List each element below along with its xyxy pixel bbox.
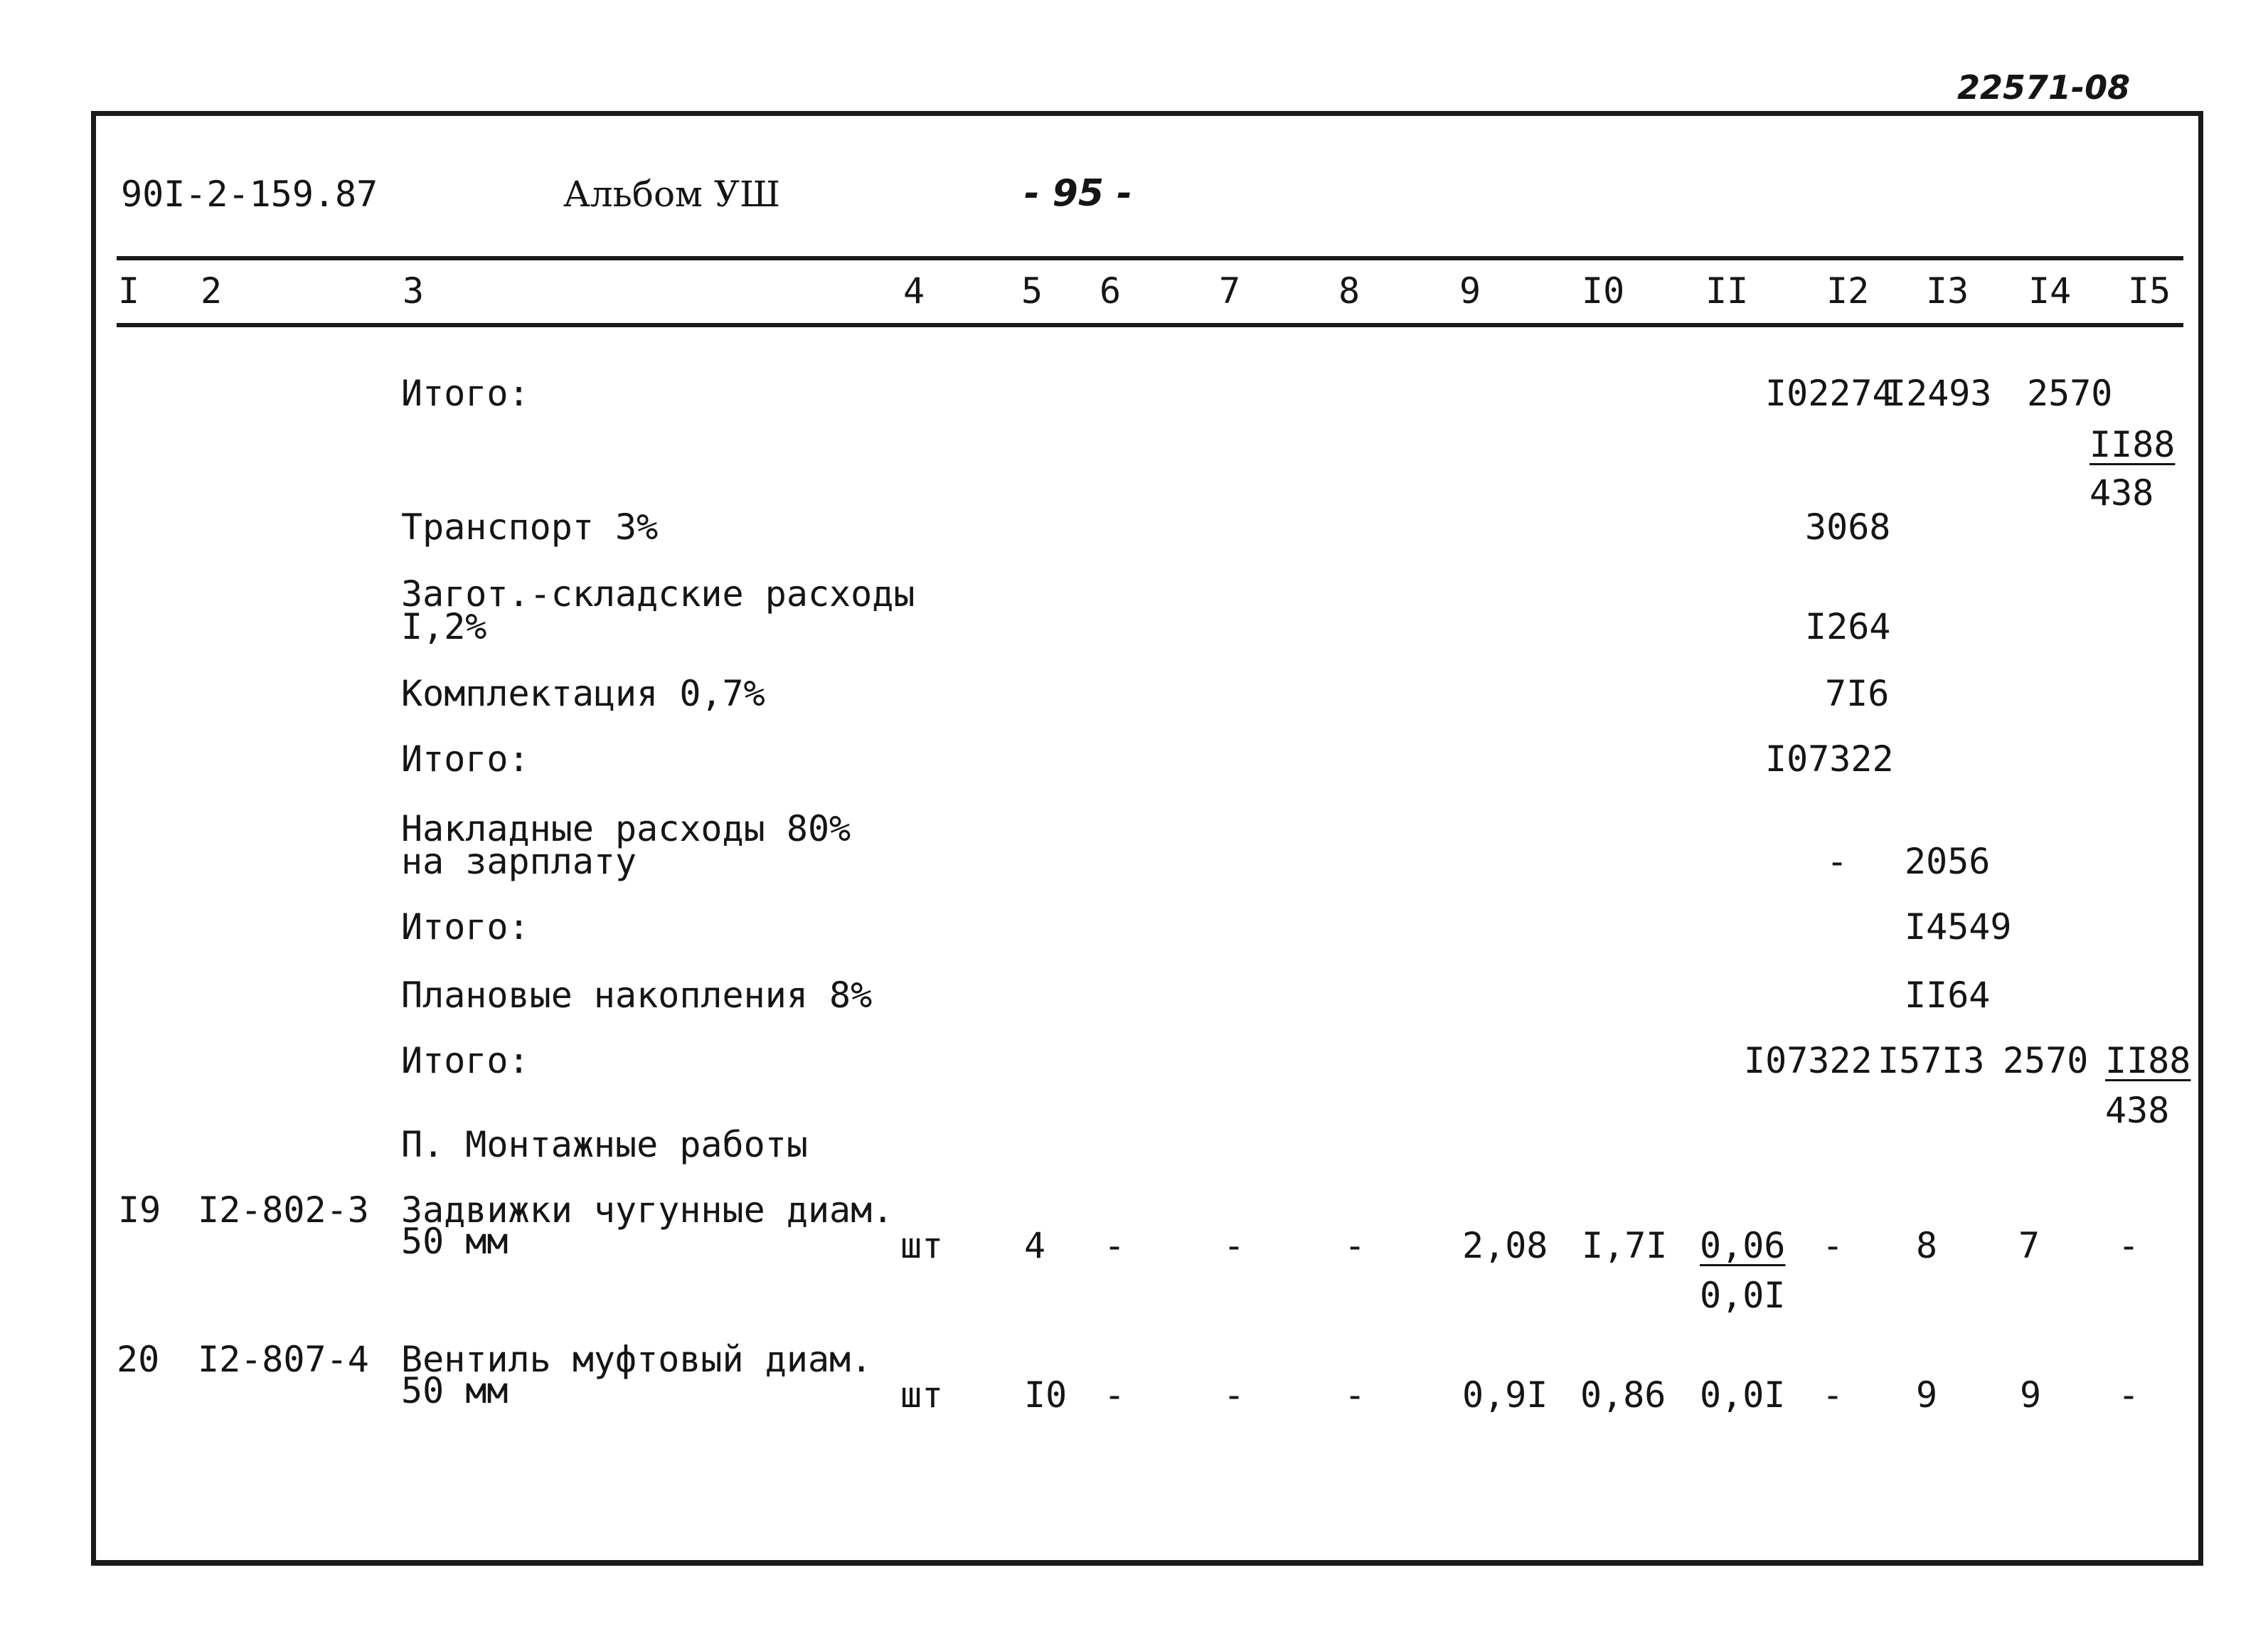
row-label: Итого: <box>401 738 530 780</box>
row-label-line1: Загот.-складские расходы <box>401 573 915 615</box>
value-col9: 0,9I <box>1462 1374 1548 1416</box>
column-header: I5 <box>2128 270 2171 312</box>
value-col12: 3068 <box>1805 506 1891 548</box>
value-col12: - <box>1826 841 1848 882</box>
row-name-line1: Задвижки чугунные диам. <box>401 1189 894 1231</box>
page-number: - 95 - <box>1024 172 1132 215</box>
column-header: I <box>118 270 140 312</box>
row-label: Итого: <box>401 1040 530 1081</box>
value-col6: - <box>1104 1225 1126 1266</box>
value-col12: - <box>1822 1225 1844 1266</box>
row-number: I9 <box>118 1189 161 1231</box>
value-col8: - <box>1344 1374 1366 1416</box>
column-header: I0 <box>1582 270 1625 312</box>
value-col7: - <box>1223 1225 1245 1266</box>
row-code: I2-802-3 <box>198 1189 369 1231</box>
row-qty: I0 <box>1024 1374 1068 1416</box>
value-col13: I2493 <box>1885 373 1992 414</box>
value-col11-denominator: 0,0I <box>1700 1275 1786 1316</box>
page-stamp: 22571-08 <box>1957 68 2131 107</box>
row-code: I2-807-4 <box>198 1339 369 1380</box>
value-col15-numerator: II88 <box>2089 424 2176 465</box>
value-col13: II64 <box>1905 975 1991 1016</box>
value-col12: I02274 <box>1765 373 1894 414</box>
value-col11-numerator: 0,06 <box>1700 1225 1786 1266</box>
column-header: 9 <box>1459 270 1481 312</box>
value-col8: - <box>1344 1225 1366 1266</box>
value-col13: 9 <box>1916 1374 1938 1416</box>
value-col15-denominator: 438 <box>2089 472 2154 514</box>
value-col14: 2570 <box>2003 1040 2089 1081</box>
value-col14: 7 <box>2018 1225 2040 1266</box>
row-label: Плановые накопления 8% <box>401 975 873 1016</box>
section-title: П. Монтажные работы <box>401 1124 808 1165</box>
column-header: I4 <box>2028 270 2072 312</box>
column-header: 6 <box>1100 270 1122 312</box>
document-code: 90I-2-159.87 <box>121 174 378 215</box>
column-header: 8 <box>1338 270 1361 312</box>
value-col12: I264 <box>1805 606 1891 647</box>
column-header: 2 <box>201 270 223 312</box>
value-col13: 8 <box>1916 1225 1938 1266</box>
row-unit: шт <box>900 1225 944 1266</box>
value-col15-numerator: II88 <box>2105 1040 2191 1081</box>
row-unit: шт <box>900 1374 944 1416</box>
value-col13: 2056 <box>1905 841 1991 882</box>
value-col13: I4549 <box>1905 906 2012 948</box>
value-col12: I07322 <box>1744 1040 1873 1081</box>
value-col12: 7I6 <box>1825 673 1890 714</box>
row-label-line1: Накладные расходы 80% <box>401 808 851 849</box>
value-col7: - <box>1223 1374 1245 1416</box>
row-qty: 4 <box>1024 1225 1046 1266</box>
value-col15: - <box>2118 1374 2140 1416</box>
row-name-line2: 50 мм <box>401 1370 509 1411</box>
row-label: Итого: <box>401 373 530 414</box>
row-name-line1: Вентиль муфтовый диам. <box>401 1339 873 1380</box>
value-col9: 2,08 <box>1462 1225 1548 1266</box>
value-col15-denominator: 438 <box>2105 1090 2170 1131</box>
row-number: 20 <box>117 1339 160 1380</box>
column-header: I3 <box>1926 270 1969 312</box>
row-name-line2: 50 мм <box>401 1221 509 1262</box>
header-rule-bottom <box>117 323 2183 327</box>
row-label-line2: на зарплату <box>401 841 637 882</box>
column-header: 5 <box>1021 270 1043 312</box>
column-header: I2 <box>1826 270 1870 312</box>
value-col13: I57I3 <box>1878 1040 1985 1081</box>
row-label-line2: I,2% <box>401 606 487 647</box>
value-col12: - <box>1822 1374 1844 1416</box>
header-rule-top <box>117 256 2183 260</box>
album-title: Альбом УШ <box>563 174 781 215</box>
column-header: 3 <box>403 270 425 312</box>
value-col10: I,7I <box>1582 1225 1668 1266</box>
value-col12: I07322 <box>1765 738 1894 780</box>
column-header: II <box>1705 270 1749 312</box>
column-header: 4 <box>903 270 925 312</box>
row-label: Комплектация 0,7% <box>401 673 765 714</box>
row-label: Транспорт 3% <box>401 506 659 548</box>
value-col14: 9 <box>2020 1374 2042 1416</box>
value-col6: - <box>1104 1374 1126 1416</box>
value-col10: 0,86 <box>1580 1374 1666 1416</box>
row-label: Итого: <box>401 906 530 948</box>
value-col14: 2570 <box>2027 373 2113 414</box>
value-col11: 0,0I <box>1700 1374 1786 1416</box>
value-col15: - <box>2118 1225 2140 1266</box>
column-header: 7 <box>1219 270 1241 312</box>
